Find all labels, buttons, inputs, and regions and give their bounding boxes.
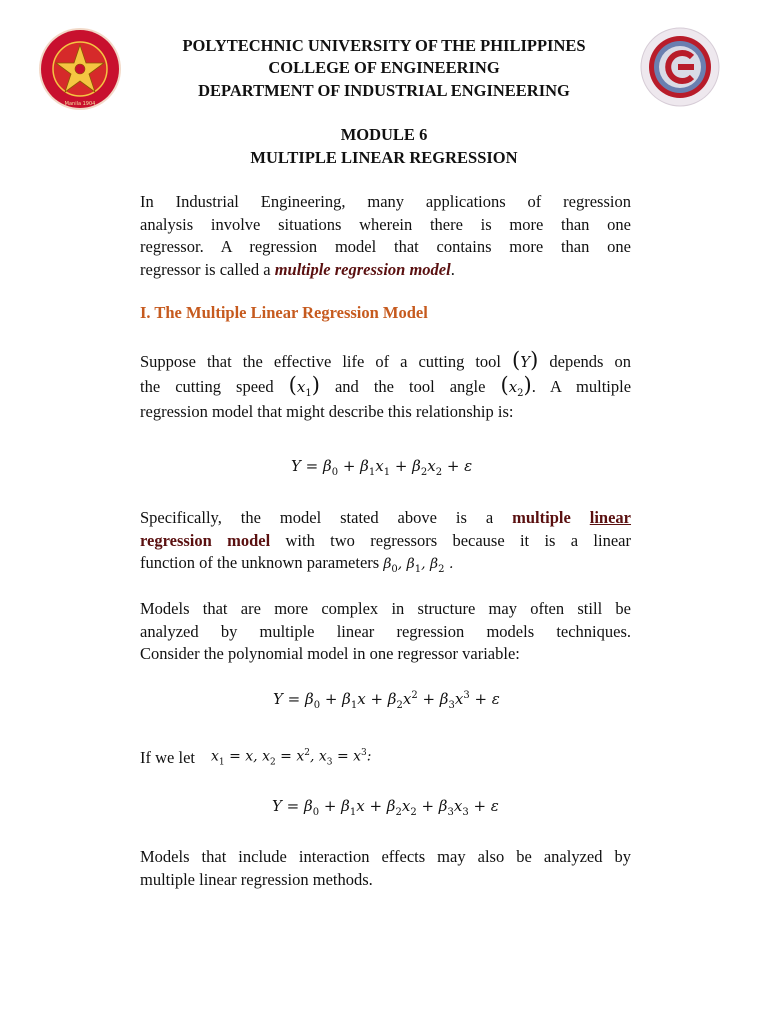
polynomial-paragraph: Models that are more complex in structure may often still be analyzed by multiple linear regression models techniques. Consider the polynomial model in one regressor variable: xyxy=(140,599,631,663)
equation-substituted: $Y = \beta_0 + \beta_1x + \beta_2x_2 + \beta_3x_3 + \varepsilon$ xyxy=(272,797,499,818)
substitution-text: If we let xyxy=(140,748,195,767)
module-title: MULTIPLE LINEAR REGRESSION xyxy=(250,148,518,167)
intro-line: analysis involve situations wherein there is more than one xyxy=(140,214,631,234)
interaction-paragraph: Models that include interaction effects may also be analyzed by multiple linear regression methods. xyxy=(140,847,631,889)
intro-line: regressor. A regression model that contains more than one xyxy=(140,237,631,256)
intro-line: In Industrial Engineering, many applications of regression xyxy=(140,192,631,211)
emphasized-term: multiple regression model xyxy=(274,259,451,279)
section-heading: I. The Multiple Linear Regression Model xyxy=(140,303,428,322)
module-number: MODULE 6 xyxy=(340,125,428,144)
university-name: POLYTECHNIC UNIVERSITY OF THE PHILIPPINES xyxy=(182,36,586,55)
department-name: DEPARTMENT OF INDUSTRIAL ENGINEERING xyxy=(198,81,570,100)
cutting-tool-paragraph: Suppose that the effective life of a cutting tool (Y) depends on the cutting speed $(x_1)$ and the tool angle $(x_2)$. A multiple regression model that might describe this relationship is: xyxy=(140,348,632,421)
pup-seal-logo xyxy=(38,27,122,111)
intro-paragraph xyxy=(140,191,631,281)
var-x2: $(x_2)$ xyxy=(500,373,532,399)
var-Y: (Y) xyxy=(512,348,539,372)
parameters-list: $\beta_0$, $\beta_1$, $\beta_2$ . xyxy=(383,556,454,575)
var-x1: $(x_1)$ xyxy=(288,373,320,399)
substitution-equation: $x_1 = x$, $x_2 = x^2$, $x_3 = x^3$: xyxy=(211,748,372,768)
svg-text:Manila 1904: Manila 1904 xyxy=(64,101,96,107)
equation-two-regressors: $Y = \beta_0 + \beta_1x_1 + \beta_2x_2 + \varepsilon$ xyxy=(291,457,473,478)
equation-polynomial: $Y = \beta_0 + \beta_1x + \beta_2x^2 + \beta_3x^3 + \varepsilon$ xyxy=(273,690,500,711)
intro-line: regressor is called a multiple regression model. xyxy=(140,259,455,279)
coe-seal-logo xyxy=(640,27,720,107)
college-name: COLLEGE OF ENGINEERING xyxy=(268,58,500,77)
linear-model-paragraph: Specifically, the model stated above is a multiple linear regression model with two regressors because it is a linear function of the unknown parameters $\beta_0$, $\beta_1$, $\beta_2$ . xyxy=(140,508,632,575)
